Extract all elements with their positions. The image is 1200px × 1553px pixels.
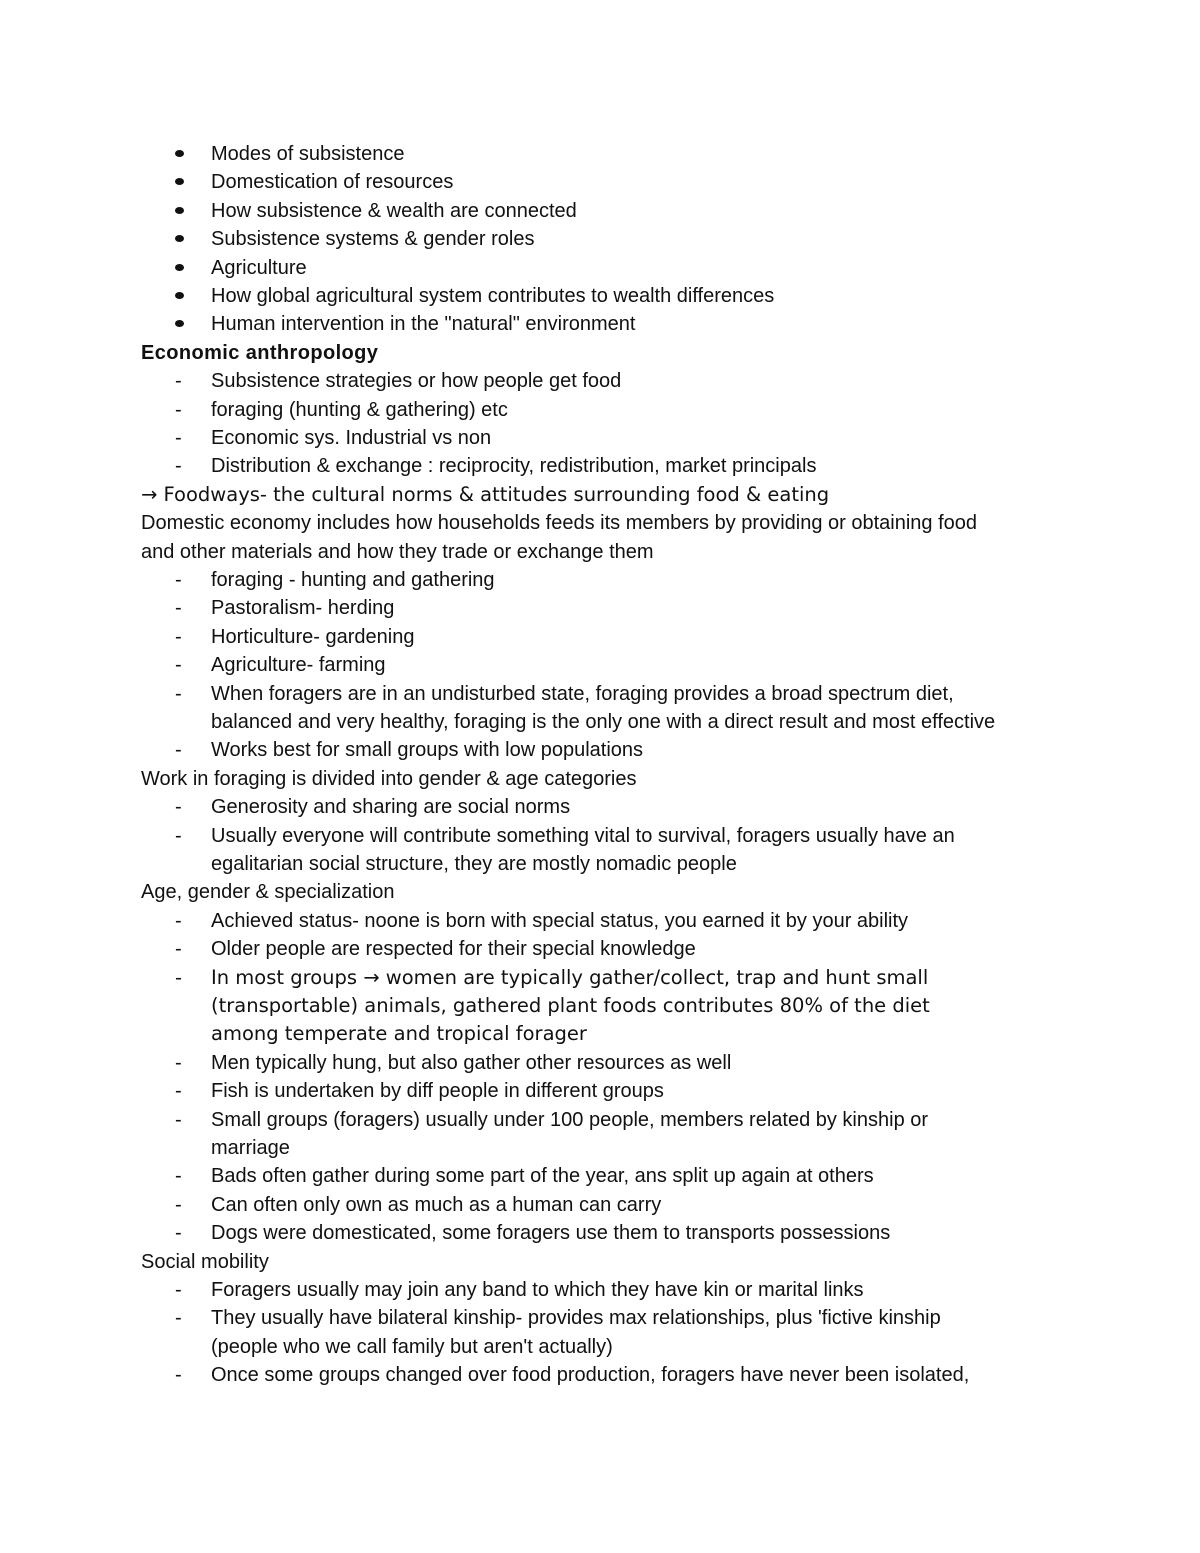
- bullet-icon: [175, 310, 185, 338]
- bullet-item-text: How subsistence & wealth are connected: [211, 199, 577, 222]
- paragraph-line-text: and other materials and how they trade or exchange them: [141, 540, 654, 563]
- section-heading-text: Economic anthropology: [141, 341, 379, 364]
- dash-marker: -: [175, 1080, 182, 1103]
- section-heading: [141, 339, 378, 367]
- dash-marker: -: [175, 938, 182, 961]
- dash-item-text: Bads often gather during some part of the year, ans split up again at others: [211, 1165, 874, 1188]
- bullet-icon: [175, 197, 185, 225]
- dash-item-text: Can often only own as much as a human can carry: [211, 1193, 662, 1216]
- dash-item: [175, 367, 622, 395]
- bullet-item: [211, 254, 307, 282]
- dash-item: [175, 452, 817, 480]
- dash-item-text: egalitarian social structure, they are mostly nomadic people: [211, 853, 737, 875]
- bullet-item: [211, 310, 635, 338]
- dash-item: [175, 935, 696, 963]
- dash-item: [175, 1219, 891, 1247]
- dash-marker: -: [175, 824, 182, 847]
- dash-item-text: Pastoralism- herding: [211, 597, 395, 620]
- bullet-icon: [175, 282, 185, 310]
- foodways-line: [141, 481, 829, 509]
- dash-item-text: Fish is undertaken by diff people in different groups: [211, 1080, 664, 1103]
- dash-item-text: Generosity and sharing are social norms: [211, 796, 571, 819]
- dash-marker: -: [175, 1108, 182, 1131]
- dash-marker: -: [175, 1222, 182, 1245]
- dash-marker: -: [175, 909, 182, 932]
- dash-item-text: Subsistence strategies or how people get food: [211, 370, 622, 393]
- section-heading: [141, 765, 636, 793]
- dash-item: [175, 964, 929, 992]
- dash-marker: -: [175, 1051, 182, 1074]
- dash-item: [211, 992, 930, 1020]
- dash-item: [175, 680, 954, 708]
- dash-item: [211, 850, 737, 878]
- bullet-icon: [175, 225, 185, 253]
- dash-item-text: Once some groups changed over food production, foragers have never been isolated,: [211, 1364, 970, 1387]
- dash-item-text: Older people are respected for their special knowledge: [211, 938, 696, 961]
- section-heading-text: Social mobility: [141, 1250, 269, 1273]
- bullet-icon: [175, 254, 185, 282]
- dash-item: [175, 1304, 941, 1332]
- dash-item: [175, 1049, 732, 1077]
- dash-marker: -: [175, 625, 182, 648]
- dash-item: [175, 623, 415, 651]
- bullet-item-text: Modes of subsistence: [211, 143, 405, 165]
- section-heading-text: Work in foraging is divided into gender & age categories: [141, 767, 637, 790]
- dash-marker: -: [175, 597, 182, 620]
- bullet-item-text: Subsistence systems & gender roles: [211, 228, 535, 251]
- dash-item: [175, 1106, 929, 1134]
- section-heading: [141, 878, 395, 906]
- dash-marker: -: [175, 370, 182, 393]
- dash-marker: -: [175, 739, 182, 762]
- dash-item-text: Small groups (foragers) usually under 100 people, members related by kinship or: [211, 1108, 929, 1131]
- dash-item-text: Horticulture- gardening: [211, 625, 415, 648]
- dash-item-text: Men typically hung, but also gather other resources as well: [211, 1051, 732, 1074]
- dash-marker: -: [175, 796, 182, 819]
- dash-marker: -: [175, 1279, 182, 1301]
- dash-item-text: Agriculture- farming: [211, 654, 386, 677]
- dash-item: [211, 708, 995, 736]
- section-heading: [141, 1248, 269, 1276]
- dash-item-text: foraging - hunting and gathering: [211, 569, 495, 591]
- bullet-item-text: Domestication of resources: [211, 171, 454, 194]
- dash-item-text: foraging (hunting & gathering) etc: [211, 398, 508, 421]
- dash-item: [175, 651, 386, 679]
- dash-marker: -: [175, 1165, 182, 1188]
- dash-item-text: They usually have bilateral kinship- provides max relationships, plus 'fictive kinship: [211, 1307, 941, 1330]
- dash-item-text: In most groups → women are typically gather/collect, trap and hunt small: [211, 965, 929, 989]
- dash-item: [175, 822, 955, 850]
- paragraph-line: [141, 538, 654, 566]
- dash-item: [175, 424, 492, 452]
- dash-marker: -: [175, 569, 182, 591]
- dash-item: [211, 1333, 613, 1361]
- dash-marker: -: [175, 398, 182, 421]
- dash-item-text: Usually everyone will contribute something vital to survival, foragers usually have an: [211, 824, 955, 847]
- dash-item: [175, 907, 909, 935]
- bullet-item: [211, 140, 404, 168]
- bullet-item: [211, 168, 453, 196]
- dash-marker: -: [175, 1364, 182, 1387]
- dash-item-text: Dogs were domesticated, some foragers use them to transports possessions: [211, 1222, 891, 1245]
- dash-marker: -: [175, 427, 182, 449]
- dash-item-text: marriage: [211, 1137, 290, 1159]
- dash-item: [175, 1077, 664, 1105]
- dash-item: [175, 396, 508, 424]
- dash-item: [175, 1276, 864, 1304]
- dash-item: [211, 1134, 290, 1162]
- dash-marker: -: [175, 654, 182, 677]
- dash-item-text: balanced and very healthy, foraging is the only one with a direct result and most effective: [211, 711, 996, 733]
- dash-item-text: (transportable) animals, gathered plant foods contributes 80% of the diet: [211, 994, 930, 1017]
- dash-item-text: Economic sys. Industrial vs non: [211, 427, 492, 449]
- dash-item: [211, 1020, 587, 1048]
- bullet-icon: [175, 168, 185, 196]
- bullet-item: [211, 282, 774, 310]
- section-heading-text: Age, gender & specialization: [141, 881, 395, 904]
- dash-item-text: When foragers are in an undisturbed state, foraging provides a broad spectrum diet,: [211, 682, 954, 705]
- dash-marker: -: [175, 1307, 182, 1330]
- dash-item: [175, 736, 644, 764]
- dash-item-text: (people who we call family but aren't actually): [211, 1335, 613, 1358]
- paragraph-line-text: Domestic economy includes how households feeds its members by providing or obtaining food: [141, 512, 978, 535]
- dash-item: [175, 1361, 970, 1389]
- bullet-item: [211, 197, 577, 225]
- bullet-item-text: Human intervention in the "natural" environment: [211, 313, 636, 336]
- dash-item-text: Achieved status- noone is born with special status, you earned it by your ability: [211, 909, 909, 932]
- dash-item-text: Works best for small groups with low populations: [211, 739, 644, 762]
- dash-marker: -: [175, 965, 183, 989]
- dash-item-text: among temperate and tropical forager: [211, 1022, 587, 1046]
- dash-marker: -: [175, 682, 182, 705]
- bullet-item: [211, 225, 535, 253]
- paragraph-line: [141, 509, 977, 537]
- dash-marker: -: [175, 1193, 182, 1216]
- dash-item-text: Distribution & exchange : reciprocity, redistribution, market principals: [211, 455, 817, 478]
- dash-item: [175, 594, 395, 622]
- dash-item: [175, 566, 495, 594]
- dash-item: [175, 1162, 874, 1190]
- dash-item: [175, 1191, 662, 1219]
- dash-item-text: Foragers usually may join any band to which they have kin or marital links: [211, 1279, 864, 1301]
- dash-marker: -: [175, 455, 182, 478]
- bullet-item-text: How global agricultural system contributes to wealth differences: [211, 285, 775, 307]
- bullet-icon: [175, 140, 185, 168]
- dash-item: [175, 793, 571, 821]
- foodways-line-text: → Foodways- the cultural norms & attitudes surrounding food & eating: [141, 482, 830, 506]
- bullet-item-text: Agriculture: [211, 256, 307, 279]
